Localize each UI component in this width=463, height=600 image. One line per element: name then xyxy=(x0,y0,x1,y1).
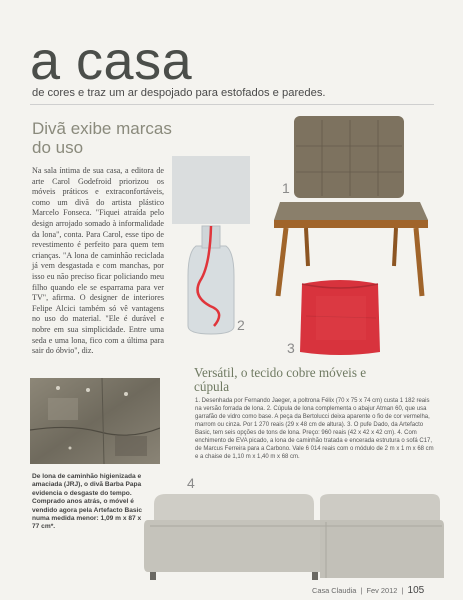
item-number-2: 2 xyxy=(237,317,245,333)
footer-date: Fev 2012 xyxy=(366,586,398,595)
products-headline: Versátil, o tecido cobre móveis e cúpula xyxy=(194,365,367,394)
sofa-photo xyxy=(144,486,444,582)
products-caption: 1. Desenhada por Fernando Jaeger, a poltrona Félix (70 x 75 x 74 cm) custa 1 182 reais na versão forrada de lona. 2. Cúpula de lona complementa o abajur Atman 60, que usa garrafão de vidro como base. A peça da Bertolucci deixa aparente o fio de cor vermelha, marrom ou cinza. Por 1 270 reais (29 x 48 cm de altura). 3. O pufe Dado, da Artefacto Basic, tem seis opções de tons de lona. Preço: 960 reais (42 x 42 x 42 cm). 4. Com enchimento de EVA picado, a lona de caminhão tratada e encerada estrutura o sofá C17, de Marcus Ferreira para a Carbono. Vale 6 014 reais com o módulo de 2 m x 1 m x 68 cm e a chaise de 1,10 m x 1,40 m x 68 cm. xyxy=(195,398,434,460)
header-divider xyxy=(30,104,434,105)
item-number-4: 4 xyxy=(187,475,195,491)
armchair-photo xyxy=(272,116,432,298)
article-body: Na sala íntima de sua casa, a editora de arte Carol Godefroid priorizou os móveis práticos e extraconfortáveis, como um divã do artista plástico Marcelo Fonseca. "Fiquei atraída pelo design arrojado somado à informalidade da lona", conta. Para Carol, esse tipo de revestimento é perfeito para quem tem crianças. "A lona de caminhão reciclada já vem desgastada e com manchas, por isso eu não preciso ficar policiando meu filho quando ele se esparrama para ver TV", afirma. O designer de interiores Felipe Alcici também só vê vantagens no uso do material. "Ele é durável e nobre em sua simplicidade. Entre uma seda e uma lona, fico com a última para sair do óbvio", diz. xyxy=(32,166,164,356)
table-lamp-photo xyxy=(170,156,252,344)
canvas-fabric-photo xyxy=(30,378,160,464)
footer-magazine: Casa Claudia xyxy=(312,586,357,595)
page-number: 105 xyxy=(407,585,425,596)
section-subtitle: de cores e traz um ar despojado para estofados e paredes. xyxy=(32,87,326,99)
section-title: a casa xyxy=(30,31,193,91)
page-footer: Casa Claudia | Fev 2012 | 105 xyxy=(312,585,425,596)
red-pouf-photo xyxy=(296,276,384,358)
photo-caption-left: De lona de caminhão higienizada e amaciada (JRJ), o divã Barba Papa evidencia o desgaste do tempo. Comprado anos atrás, o móvel é vendido agora pela Artefacto Basic numa medida menor: 1,09 m x 87 x 77 cm*. xyxy=(32,473,143,531)
item-number-3: 3 xyxy=(287,340,295,356)
article-headline: Divã exibe marcas do uso xyxy=(32,119,172,157)
item-number-1: 1 xyxy=(282,180,290,196)
